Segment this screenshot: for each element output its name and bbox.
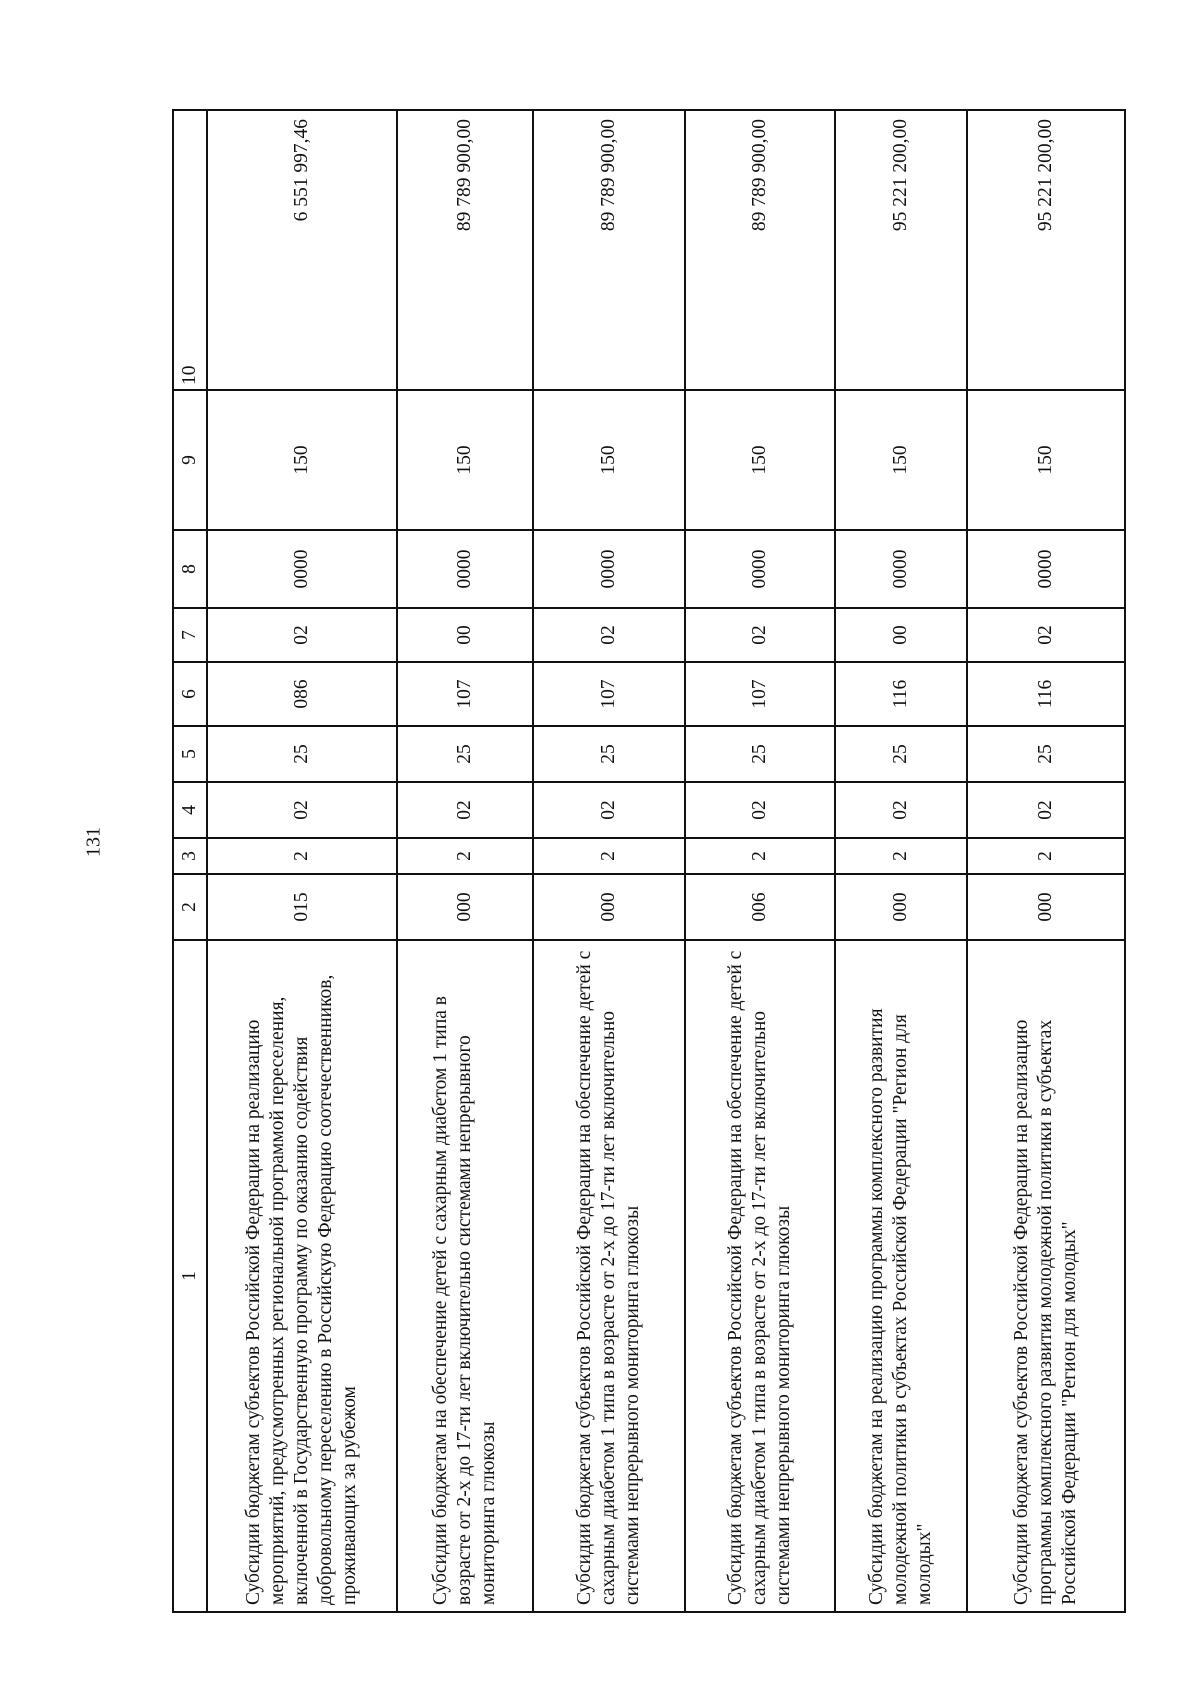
header-cell: 5: [173, 726, 207, 782]
table-row: [685, 110, 835, 1612]
code-cell: 000: [835, 874, 967, 940]
table-row: [397, 110, 533, 1612]
code-cell: 25: [397, 726, 533, 782]
code-cell: 02: [533, 608, 685, 662]
table-row: [967, 110, 1125, 1612]
header-cell: 10: [173, 110, 207, 390]
amount-cell: 89 789 900,00: [533, 110, 685, 390]
code-cell: 0000: [967, 530, 1125, 608]
code-cell: 107: [397, 662, 533, 726]
code-cell: 2: [835, 838, 967, 874]
amount-cell: 89 789 900,00: [685, 110, 835, 390]
code-cell: 116: [967, 662, 1125, 726]
code-cell: 2: [207, 838, 397, 874]
code-cell: 0000: [397, 530, 533, 608]
row-description: Субсидии бюджетам субъектов Российской Федерации на обеспечение детей с сахарным диабетом 1 типа в возрасте от 2-х до 17-ти лет включительно системами непрерывного мониторинга глюкозы: [685, 940, 835, 1612]
row-description: Субсидии бюджетам на обеспечение детей с сахарным диабетом 1 типа в возрасте от 2-х до 17-ти лет включительно системами непрерывного мониторинга глюкозы: [397, 940, 533, 1612]
amount-cell: 95 221 200,00: [835, 110, 967, 390]
code-cell: 02: [533, 782, 685, 838]
row-description: Субсидии бюджетам субъектов Российской Федерации на обеспечение детей с сахарным диабетом 1 типа в возрасте от 2-х до 17-ти лет включительно системами непрерывного мониторинга глюкозы: [533, 940, 685, 1612]
code-cell: 25: [835, 726, 967, 782]
code-cell: 000: [533, 874, 685, 940]
code-cell: 2: [397, 838, 533, 874]
code-cell: 02: [207, 782, 397, 838]
code-cell: 150: [835, 390, 967, 530]
code-cell: 150: [397, 390, 533, 530]
code-cell: 0000: [685, 530, 835, 608]
code-cell: 02: [835, 782, 967, 838]
code-cell: 02: [967, 782, 1125, 838]
code-cell: 25: [967, 726, 1125, 782]
table-row: [533, 110, 685, 1612]
amount-cell: 95 221 200,00: [967, 110, 1125, 390]
code-cell: 0000: [835, 530, 967, 608]
code-cell: 02: [397, 782, 533, 838]
code-cell: 015: [207, 874, 397, 940]
code-cell: 116: [835, 662, 967, 726]
code-cell: 25: [533, 726, 685, 782]
code-cell: 006: [685, 874, 835, 940]
code-cell: 000: [967, 874, 1125, 940]
header-row: [173, 110, 207, 1612]
page-number: 131: [82, 827, 105, 857]
code-cell: 2: [533, 838, 685, 874]
row-description: Субсидии бюджетам на реализацию программы комплексного развития молодежной политики в субъектах Российской Федерации "Регион для молодых": [835, 940, 967, 1612]
code-cell: 02: [967, 608, 1125, 662]
code-cell: 150: [533, 390, 685, 530]
code-cell: 0000: [533, 530, 685, 608]
table-row: [207, 110, 397, 1612]
code-cell: 25: [685, 726, 835, 782]
header-cell: 1: [173, 940, 207, 1612]
header-cell: 3: [173, 838, 207, 874]
code-cell: 150: [685, 390, 835, 530]
code-cell: 25: [207, 726, 397, 782]
amount-cell: 6 551 997,46: [207, 110, 397, 390]
code-cell: 107: [533, 662, 685, 726]
code-cell: 2: [967, 838, 1125, 874]
code-cell: 02: [207, 608, 397, 662]
header-cell: 7: [173, 608, 207, 662]
header-cell: 2: [173, 874, 207, 940]
budget-table-wrapper: [172, 111, 1122, 1613]
header-cell: 9: [173, 390, 207, 530]
code-cell: 0000: [207, 530, 397, 608]
table-row: [835, 110, 967, 1612]
code-cell: 00: [397, 608, 533, 662]
header-cell: 4: [173, 782, 207, 838]
code-cell: 02: [685, 608, 835, 662]
code-cell: 150: [967, 390, 1125, 530]
amount-cell: 89 789 900,00: [397, 110, 533, 390]
code-cell: 2: [685, 838, 835, 874]
code-cell: 000: [397, 874, 533, 940]
row-description: Субсидии бюджетам субъектов Российской Федерации на реализацию мероприятий, предусмотренных региональной программой переселения, включенной в Государственную программу по оказанию содействия добровольному переселению в Российскую Федерацию соотечественников, проживающих за рубежом: [207, 940, 397, 1612]
code-cell: 02: [685, 782, 835, 838]
code-cell: 150: [207, 390, 397, 530]
row-description: Субсидии бюджетам субъектов Российской Федерации на реализацию программы комплексного развития молодежной политики в субъектах Российской Федерации "Регион для молодых": [967, 940, 1125, 1612]
budget-table: [172, 109, 1126, 1613]
header-cell: 8: [173, 530, 207, 608]
code-cell: 086: [207, 662, 397, 726]
code-cell: 00: [835, 608, 967, 662]
code-cell: 107: [685, 662, 835, 726]
header-cell: 6: [173, 662, 207, 726]
